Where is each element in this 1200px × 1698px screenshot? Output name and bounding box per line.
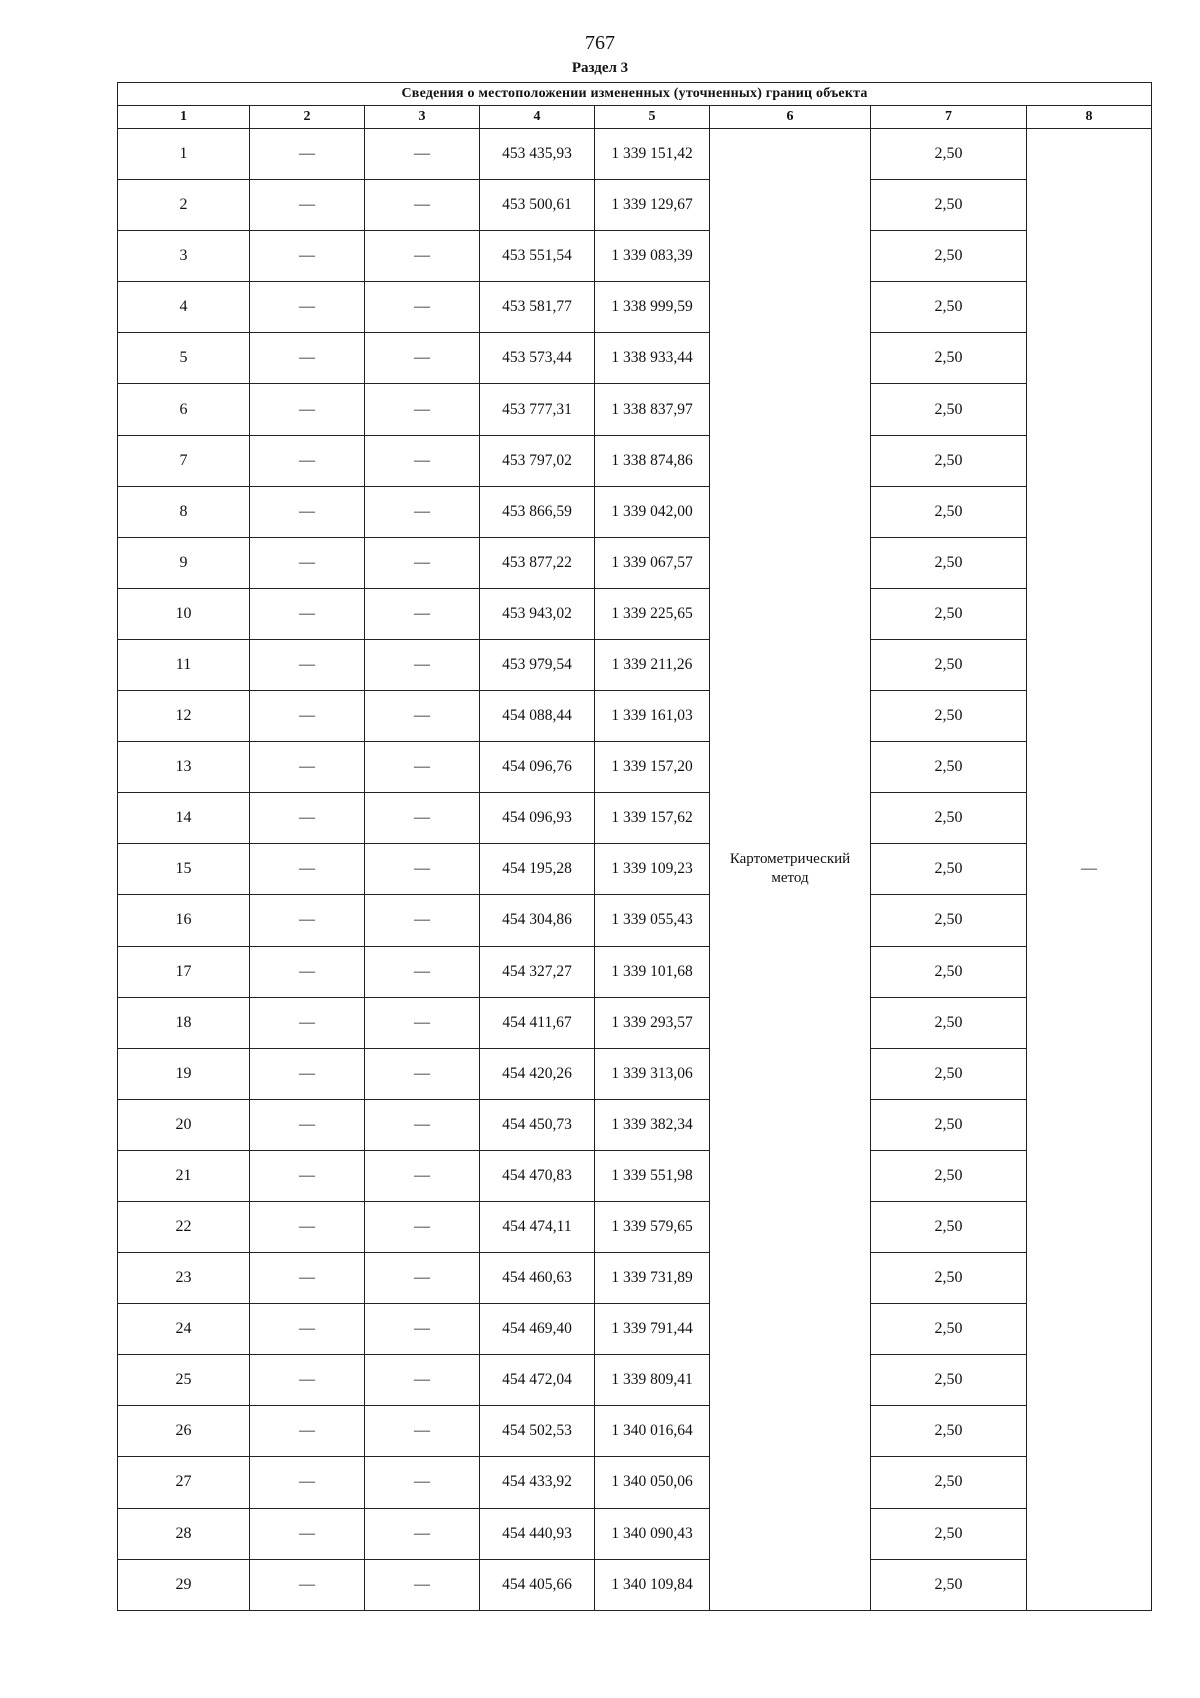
coordinate-y: 1 338 999,59 [595,282,710,333]
column-2-value: — [250,639,365,690]
accuracy-value: 2,50 [871,1201,1027,1252]
column-3-value: — [365,1508,480,1559]
coordinate-x: 454 469,40 [480,1304,595,1355]
table-row [118,895,1152,946]
column-3-value: — [365,537,480,588]
column-2-value: — [250,384,365,435]
column-3-value: — [365,895,480,946]
column-3-value: — [365,1201,480,1252]
column-3-value: — [365,946,480,997]
coordinate-x: 453 877,22 [480,537,595,588]
coordinate-y: 1 339 161,03 [595,691,710,742]
coordinate-x: 454 460,63 [480,1253,595,1304]
coordinate-y: 1 339 551,98 [595,1150,710,1201]
coordinate-x: 453 581,77 [480,282,595,333]
point-number: 18 [118,997,250,1048]
point-number: 5 [118,333,250,384]
column-3-value: — [365,588,480,639]
table-row [118,997,1152,1048]
point-number: 16 [118,895,250,946]
table-row [118,537,1152,588]
column-number: 6 [710,106,871,129]
table-row [118,384,1152,435]
column-2-value: — [250,1304,365,1355]
table-row [118,1457,1152,1508]
accuracy-value: 2,50 [871,844,1027,895]
column-2-value: — [250,282,365,333]
coordinate-x: 454 088,44 [480,691,595,742]
table-row [118,639,1152,690]
accuracy-value: 2,50 [871,231,1027,282]
coordinate-y: 1 339 101,68 [595,946,710,997]
coordinate-y: 1 339 225,65 [595,588,710,639]
column-2-value: — [250,1201,365,1252]
table-row [118,1201,1152,1252]
coordinate-y: 1 339 151,42 [595,129,710,180]
accuracy-value: 2,50 [871,333,1027,384]
point-number: 2 [118,180,250,231]
point-number: 14 [118,793,250,844]
coordinate-x: 453 551,54 [480,231,595,282]
coordinate-x: 454 433,92 [480,1457,595,1508]
column-number: 1 [118,106,250,129]
column-2-value: — [250,1508,365,1559]
table-row [118,129,1152,180]
column-3-value: — [365,1099,480,1150]
point-number: 26 [118,1406,250,1457]
coordinate-y: 1 339 211,26 [595,639,710,690]
column-2-value: — [250,946,365,997]
point-number: 25 [118,1355,250,1406]
column-2-value: — [250,1253,365,1304]
coordinate-x: 454 411,67 [480,997,595,1048]
column-3-value: — [365,691,480,742]
column-3-value: — [365,742,480,793]
table-row [118,588,1152,639]
coordinate-x: 453 797,02 [480,435,595,486]
accuracy-value: 2,50 [871,1048,1027,1099]
accuracy-value: 2,50 [871,691,1027,742]
point-number: 3 [118,231,250,282]
column-2-value: — [250,180,365,231]
section-title: Раздел 3 [571,60,629,76]
coordinate-y: 1 340 016,64 [595,1406,710,1457]
column-2-value: — [250,129,365,180]
table-row [118,793,1152,844]
note-cell: — [1027,129,1152,1611]
table-row [118,742,1152,793]
table-row [118,844,1152,895]
accuracy-value: 2,50 [871,1253,1027,1304]
table-row [118,1559,1152,1610]
coordinate-x: 453 435,93 [480,129,595,180]
column-2-value: — [250,793,365,844]
coordinate-y: 1 339 083,39 [595,231,710,282]
column-2-value: — [250,1355,365,1406]
column-number: 4 [480,106,595,129]
point-number: 15 [118,844,250,895]
coordinate-y: 1 339 109,23 [595,844,710,895]
column-3-value: — [365,384,480,435]
coordinate-x: 453 573,44 [480,333,595,384]
coordinate-y: 1 339 042,00 [595,486,710,537]
accuracy-value: 2,50 [871,486,1027,537]
table-row [118,1508,1152,1559]
accuracy-value: 2,50 [871,1304,1027,1355]
column-3-value: — [365,1457,480,1508]
accuracy-value: 2,50 [871,895,1027,946]
column-2-value: — [250,435,365,486]
point-number: 12 [118,691,250,742]
point-number: 20 [118,1099,250,1150]
point-number: 4 [118,282,250,333]
coordinate-x: 454 450,73 [480,1099,595,1150]
point-number: 6 [118,384,250,435]
column-3-value: — [365,180,480,231]
column-number: 2 [250,106,365,129]
column-3-value: — [365,282,480,333]
column-number: 8 [1027,106,1152,129]
coordinate-y: 1 340 050,06 [595,1457,710,1508]
column-2-value: — [250,486,365,537]
point-number: 22 [118,1201,250,1252]
point-number: 23 [118,1253,250,1304]
column-number: 3 [365,106,480,129]
table-row [118,1253,1152,1304]
accuracy-value: 2,50 [871,282,1027,333]
page-number: 767 [585,32,615,54]
column-3-value: — [365,1355,480,1406]
coordinate-y: 1 338 933,44 [595,333,710,384]
column-3-value: — [365,639,480,690]
column-3-value: — [365,1304,480,1355]
point-number: 29 [118,1559,250,1610]
accuracy-value: 2,50 [871,1355,1027,1406]
accuracy-value: 2,50 [871,1508,1027,1559]
coordinate-x: 454 502,53 [480,1406,595,1457]
table-row [118,180,1152,231]
coordinate-y: 1 339 293,57 [595,997,710,1048]
coordinate-x: 454 420,26 [480,1048,595,1099]
column-3-value: — [365,435,480,486]
accuracy-value: 2,50 [871,435,1027,486]
table-row [118,435,1152,486]
point-number: 7 [118,435,250,486]
column-3-value: — [365,129,480,180]
column-2-value: — [250,1099,365,1150]
coordinate-y: 1 340 090,43 [595,1508,710,1559]
coordinate-x: 454 440,93 [480,1508,595,1559]
column-number-row [118,106,1152,129]
accuracy-value: 2,50 [871,129,1027,180]
coordinate-y: 1 340 109,84 [595,1559,710,1610]
coordinate-x: 454 096,93 [480,793,595,844]
column-2-value: — [250,1559,365,1610]
column-2-value: — [250,742,365,793]
coordinate-x: 454 195,28 [480,844,595,895]
coordinate-x: 454 470,83 [480,1150,595,1201]
column-number: 7 [871,106,1027,129]
coordinate-x: 453 943,02 [480,588,595,639]
coordinate-x: 454 472,04 [480,1355,595,1406]
coordinate-y: 1 339 157,62 [595,793,710,844]
table-row [118,691,1152,742]
coordinate-x: 454 304,86 [480,895,595,946]
coordinate-x: 453 979,54 [480,639,595,690]
table-row [118,1099,1152,1150]
point-number: 21 [118,1150,250,1201]
accuracy-value: 2,50 [871,1559,1027,1610]
table-row [118,1355,1152,1406]
column-3-value: — [365,1559,480,1610]
coordinate-y: 1 339 791,44 [595,1304,710,1355]
coordinate-y: 1 339 055,43 [595,895,710,946]
coordinate-x: 453 777,31 [480,384,595,435]
point-number: 24 [118,1304,250,1355]
accuracy-value: 2,50 [871,588,1027,639]
column-3-value: — [365,1253,480,1304]
boundary-table [117,82,1152,1611]
point-number: 8 [118,486,250,537]
accuracy-value: 2,50 [871,742,1027,793]
column-3-value: — [365,1150,480,1201]
coordinate-y: 1 339 129,67 [595,180,710,231]
table-row [118,486,1152,537]
coordinate-y: 1 339 579,65 [595,1201,710,1252]
column-3-value: — [365,1048,480,1099]
coordinate-x: 454 327,27 [480,946,595,997]
coordinate-y: 1 339 157,20 [595,742,710,793]
coordinate-y: 1 339 313,06 [595,1048,710,1099]
accuracy-value: 2,50 [871,537,1027,588]
column-2-value: — [250,1457,365,1508]
column-2-value: — [250,844,365,895]
column-3-value: — [365,1406,480,1457]
coordinate-x: 453 866,59 [480,486,595,537]
point-number: 17 [118,946,250,997]
point-number: 9 [118,537,250,588]
column-2-value: — [250,1150,365,1201]
column-2-value: — [250,895,365,946]
coordinate-y: 1 339 382,34 [595,1099,710,1150]
accuracy-value: 2,50 [871,1099,1027,1150]
table-row [118,1406,1152,1457]
point-number: 27 [118,1457,250,1508]
table-row [118,1304,1152,1355]
coordinate-y: 1 339 809,41 [595,1355,710,1406]
accuracy-value: 2,50 [871,180,1027,231]
column-2-value: — [250,997,365,1048]
accuracy-value: 2,50 [871,793,1027,844]
point-number: 1 [118,129,250,180]
coordinate-x: 454 096,76 [480,742,595,793]
point-number: 19 [118,1048,250,1099]
column-2-value: — [250,333,365,384]
accuracy-value: 2,50 [871,1406,1027,1457]
coordinate-x: 454 474,11 [480,1201,595,1252]
table-caption: Сведения о местоположении измененных (уточненных) границ объекта [118,83,1152,106]
column-2-value: — [250,691,365,742]
column-3-value: — [365,997,480,1048]
coordinate-y: 1 338 874,86 [595,435,710,486]
point-number: 13 [118,742,250,793]
accuracy-value: 2,50 [871,946,1027,997]
table-row [118,1150,1152,1201]
column-3-value: — [365,231,480,282]
accuracy-value: 2,50 [871,384,1027,435]
accuracy-value: 2,50 [871,639,1027,690]
column-3-value: — [365,844,480,895]
point-number: 11 [118,639,250,690]
column-2-value: — [250,588,365,639]
point-number: 10 [118,588,250,639]
method-cell: Картометрический метод [710,129,871,1611]
column-3-value: — [365,486,480,537]
accuracy-value: 2,50 [871,1457,1027,1508]
accuracy-value: 2,50 [871,997,1027,1048]
table-row [118,231,1152,282]
coordinate-y: 1 339 067,57 [595,537,710,588]
coordinate-y: 1 338 837,97 [595,384,710,435]
column-3-value: — [365,333,480,384]
table-row [118,282,1152,333]
coordinate-x: 453 500,61 [480,180,595,231]
column-2-value: — [250,1048,365,1099]
coordinate-x: 454 405,66 [480,1559,595,1610]
accuracy-value: 2,50 [871,1150,1027,1201]
column-3-value: — [365,793,480,844]
table-row [118,1048,1152,1099]
table-row [118,946,1152,997]
column-2-value: — [250,1406,365,1457]
point-number: 28 [118,1508,250,1559]
coordinate-y: 1 339 731,89 [595,1253,710,1304]
column-2-value: — [250,231,365,282]
table-body [118,129,1152,1611]
table-row [118,333,1152,384]
column-number: 5 [595,106,710,129]
column-2-value: — [250,537,365,588]
